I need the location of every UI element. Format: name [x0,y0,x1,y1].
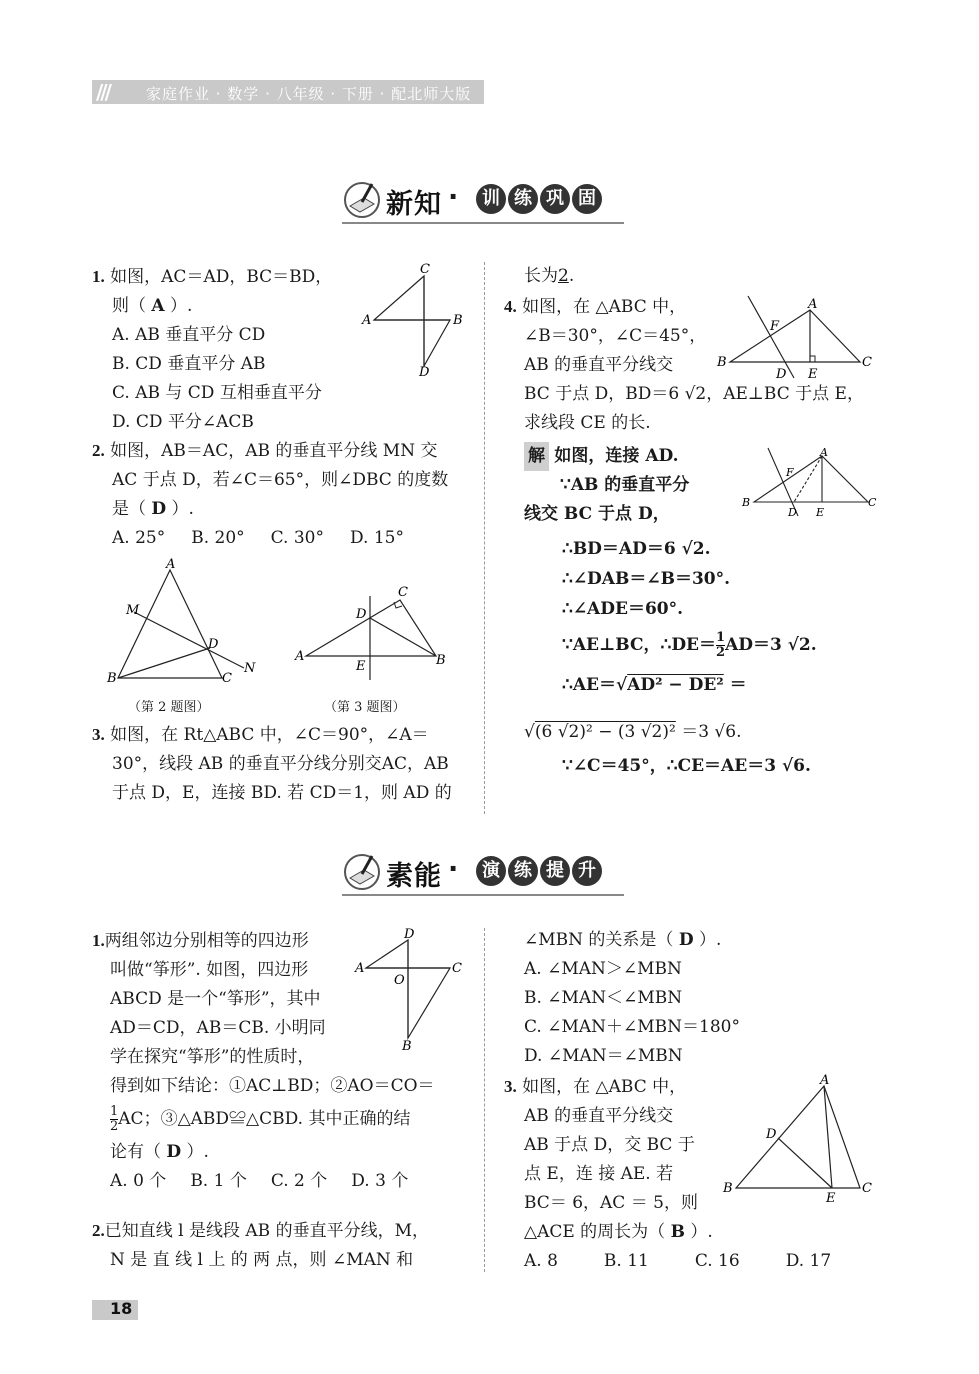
svg-text:M: M [126,603,140,618]
svg-text:B: B [742,496,751,509]
section-char: 练 [508,184,538,214]
figure-q3-triangle [292,578,452,688]
answer: 2 [558,266,569,286]
option: D. 3 个 [351,1171,409,1191]
s2-q1: 1.两组邻边分别相等的四边形 叫做“筝形”. 如图，四边形 ABCD 是一个“筝形”，其中 AD＝CD，AB＝CB. 小明同 学在探究“筝形”的性质时， 得到如下结论：①AC⊥BD；②AO＝CO＝ $\frac{1}{2}$ AC；③△ABD≌△CBD. 其中正确的结 论有（ D ）. A. 0 个 B. 1 个 C. 2 个 D. 3 个 [92,926,477,1196]
svg-text:C: C [868,496,877,509]
svg-text:E: E [826,1191,836,1206]
s2-q2-cont: ∠MBN 的关系是（ D ）. A. ∠MAN＞∠MBN B. ∠MAN＜∠MBN C. ∠MAN＋∠MBN＝180° D. ∠MAN＝∠MBN [504,926,894,1071]
s1-q2: 2. 如图，AB＝AC，AB 的垂直平分线 MN 交 AC 于点 D，若∠C＝65°，则∠DBC 的度数 是（ D ）. A. 25° B. 20° C. 30° D. 15° [92,436,477,553]
svg-text:A: A [355,961,365,976]
section-char: 固 [572,184,602,214]
svg-text:E: E [808,367,818,382]
section-main-label: 素能 [386,861,442,892]
option: B. 1 个 [190,1171,247,1191]
svg-text:A: A [295,649,305,664]
figure-q2-triangle [104,556,264,696]
column-divider [484,928,485,1272]
s1-q4-solution-steps: ∴BD＝AD＝6 √2. ∴∠DAB＝∠B＝30°. ∴∠ADE＝60°. ∵AE⊥BC，∴DE＝ $\frac{1}{2}$ AD＝3 √2. ∴AE＝√AD² − DE² ＝ [562,539,817,695]
svg-text:D: D [208,637,219,652]
svg-text:C: C [398,585,408,600]
book-pen-icon [342,850,382,890]
solution-label: 解 [524,442,549,471]
option: C. AB 与 CD 互相垂直平分 [112,383,322,403]
figure-caption: （第 3 题图） [324,700,406,715]
svg-text:F: F [770,319,780,334]
option: A. 0 个 [110,1171,167,1191]
section-title-1 [342,178,632,222]
column-divider [484,262,485,814]
answer: A [151,296,165,316]
section-title-2 [342,850,632,894]
option: B. 11 [603,1251,649,1271]
section-char: 巩 [540,184,570,214]
figure-q4-triangle [714,292,884,382]
svg-text:B: B [723,1181,733,1196]
svg-text:C: C [452,961,462,976]
option: B. ∠MAN＜∠MBN [524,988,683,1008]
s1-q4-solution: 解 如图，连接 AD. ∵AB 的垂直平分 线交 BC 于点 D， [524,442,754,529]
option: D. ∠MAN＝∠MBN [524,1046,683,1066]
header-slashes: /// [96,80,109,104]
figure-s2q3-triangle [720,1072,880,1207]
section-dot: · [448,854,459,885]
section-char: 升 [572,856,602,886]
svg-text:B: B [436,653,446,668]
svg-text:N: N [244,661,256,676]
svg-text:D: D [776,367,787,382]
answer: D [166,1142,182,1162]
s1-q4-solution-line9: ∵∠C＝45°，∴CE＝AE＝3 √6. [562,756,811,776]
svg-text:O: O [394,973,405,988]
svg-text:C: C [862,1181,872,1196]
section-char: 练 [508,856,538,886]
svg-text:C: C [862,355,872,370]
option: A. ∠MAN＞∠MBN [524,959,682,979]
svg-text:D: D [419,365,430,377]
svg-text:A: A [166,557,176,572]
figure-caption: （第 2 题图） [128,700,210,715]
header-title: 家庭作业 · 数学 · 八年级 · 下册 · 配北师大版 [146,85,472,103]
answer: D [678,930,694,950]
section-char: 提 [540,856,570,886]
svg-text:C: C [222,671,232,686]
svg-text:B: B [107,671,117,686]
answer: D [151,499,167,519]
svg-text:D: D [788,506,797,519]
option: B. 20° [191,528,245,548]
svg-text:A: A [362,313,372,328]
section-underline [342,894,624,896]
s1-q3-cont: 长为2. [524,266,575,286]
option: B. CD 垂直平分 AB [112,354,266,374]
svg-text:B: B [453,313,463,328]
s2-q2: 2.已知直线 l 是线段 AB 的垂直平分线，M， N 是 直 线 l 上 的 两 点，则 ∠MAN 和 [92,1221,429,1270]
option: D. 17 [785,1251,832,1271]
section-char: 演 [476,856,506,886]
svg-text:D: D [356,607,367,622]
section-dot: · [448,182,459,213]
option: C. 30° [270,528,324,548]
svg-text:E: E [356,659,366,674]
section-char: 训 [476,184,506,214]
figure-s2q1-kite [352,926,467,1056]
option: A. 25° [112,528,166,548]
figure-solution-triangle [738,446,878,526]
svg-text:D: D [404,927,415,942]
svg-text:A: A [820,1073,830,1088]
option: D. 15° [350,528,404,548]
option: C. 2 个 [270,1171,328,1191]
s1-q4: 4. 如图，在 △ABC 中， ∠B＝30°，∠C＝45°， AB 的垂直平分线交 BC 于点 D，BD＝6 √2，AE⊥BC 于点 E， 求线段 CE 的长. [504,297,864,433]
svg-text:A: A [820,446,828,459]
svg-text:E: E [816,506,825,519]
option: A. AB 垂直平分 CD [112,325,266,345]
section-underline [342,222,624,224]
option: D. CD 平分∠ACB [112,412,254,432]
option: A. 8 [524,1251,558,1271]
page-number: 18 [110,1299,133,1318]
book-pen-icon [342,178,382,218]
svg-text:D: D [766,1127,777,1142]
answer: B [670,1222,685,1242]
svg-text:A: A [808,297,818,312]
svg-text:F: F [786,466,794,479]
s1-q3: 3. 如图，在 Rt△ABC 中，∠C＝90°，∠A＝ 30°，线段 AB 的垂直平分线分别交AC，AB 于点 D，E，连接 BD. 若 CD＝1，则 AD 的 [92,725,452,803]
svg-text:C: C [420,262,430,277]
option: C. ∠MAN＋∠MBN＝180° [524,1017,740,1037]
svg-text:B: B [717,355,727,370]
s1-q4-solution-line8: √(6 √2)² − (3 √2)² ＝3 √6. [524,722,742,742]
option: C. 16 [694,1251,740,1271]
svg-text:B: B [402,1039,412,1054]
figure-q1-kite [356,262,466,377]
section-main-label: 新知 [386,189,442,220]
s1-q1: 1. 如图，AC＝AD，BC＝BD， 则（ A ）. A. AB 垂直平分 CD B. CD 垂直平分 AB C. AB 与 CD 互相垂直平分 D. CD 平分∠ACB [92,262,472,437]
s2-q3: 3. 如图，在 △ABC 中， AB 的垂直平分线交 AB 于点 D，交 BC 于 点 E，连 接 AE. 若 BC＝ 6，AC ＝ 5，则 △ACE 的周长为（ B ）. A. 8 B. 11 C. 16 D. 17 [504,1072,904,1276]
